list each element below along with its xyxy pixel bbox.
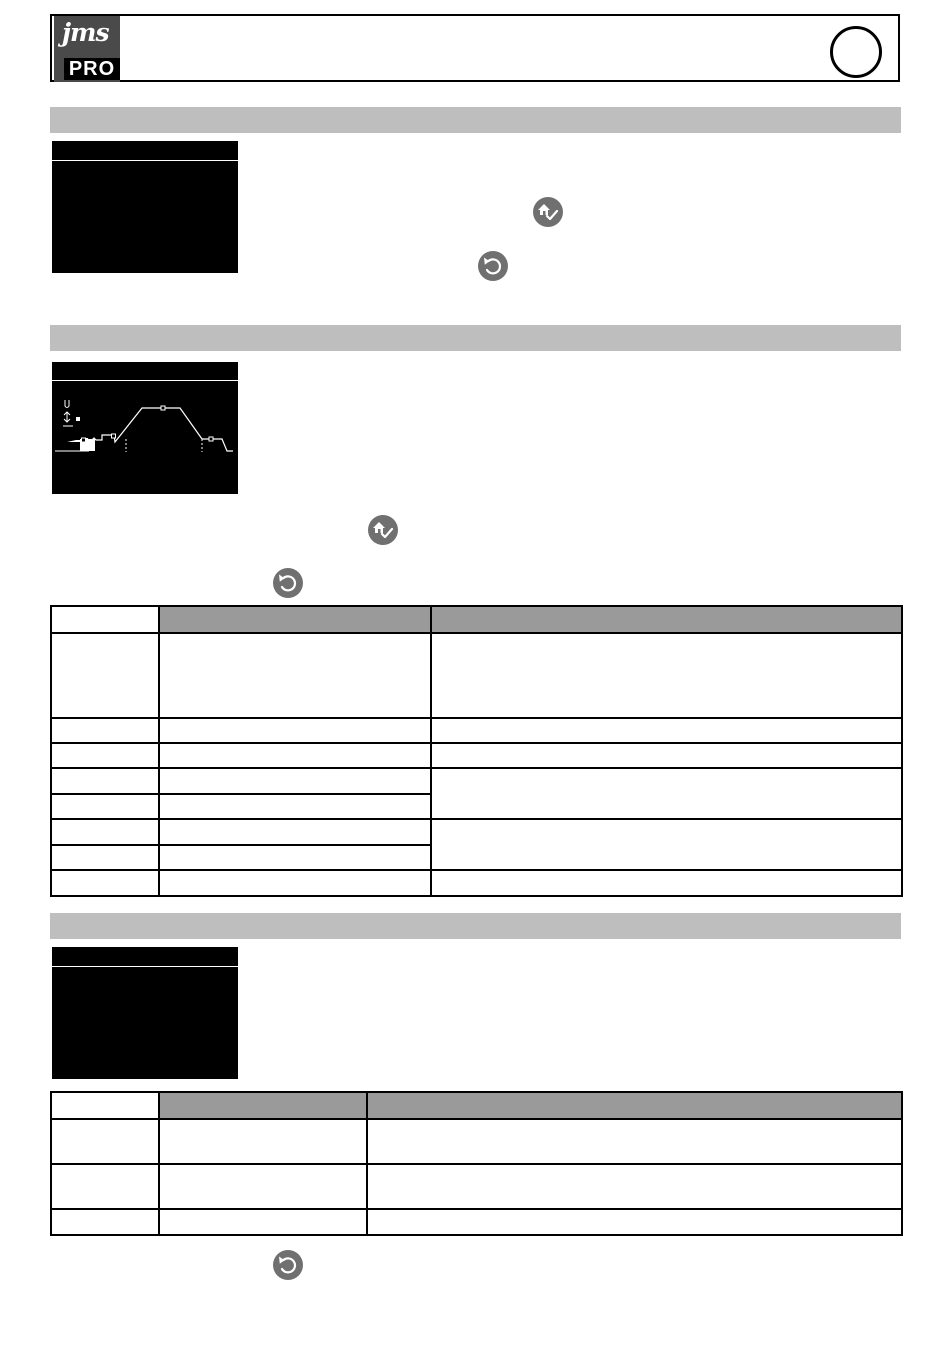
table-cell xyxy=(159,768,431,794)
table-header-row xyxy=(51,606,902,633)
table-row xyxy=(51,743,902,768)
table-cell xyxy=(367,1119,902,1164)
table-cell xyxy=(51,819,159,845)
table-cell xyxy=(51,870,159,896)
table-cell xyxy=(431,870,902,896)
table-header-cell xyxy=(159,606,431,633)
table-cell xyxy=(159,845,431,870)
settings-table-2 xyxy=(50,1091,903,1236)
table-cell xyxy=(159,870,431,896)
screen-divider xyxy=(52,160,238,161)
table-cell xyxy=(51,794,159,819)
settings-table-1 xyxy=(50,605,903,897)
section-bar-1 xyxy=(50,107,901,133)
table-cell xyxy=(431,718,902,743)
table-cell xyxy=(51,768,159,794)
screen-preview-1 xyxy=(52,141,238,273)
table-row xyxy=(51,1164,902,1209)
home-check-icon[interactable] xyxy=(533,197,563,227)
table-cell xyxy=(51,743,159,768)
table-cell xyxy=(159,1119,367,1164)
table-row xyxy=(51,870,902,896)
table-header-cell xyxy=(159,1092,367,1119)
screen-preview-3 xyxy=(52,947,238,1079)
undo-arrow-icon[interactable] xyxy=(273,1250,303,1280)
table-cell xyxy=(51,633,159,718)
table-cell xyxy=(367,1164,902,1209)
table-cell xyxy=(159,743,431,768)
table-cell xyxy=(159,633,431,718)
undo-arrow-icon[interactable] xyxy=(478,251,508,281)
table-cell xyxy=(431,743,902,768)
table-cell xyxy=(159,718,431,743)
table-cell xyxy=(51,1164,159,1209)
table-header-cell xyxy=(367,1092,902,1119)
table-cell xyxy=(159,819,431,845)
table-cell xyxy=(51,1209,159,1235)
page-header xyxy=(50,14,900,82)
brand-logo xyxy=(54,16,120,82)
table-cell xyxy=(51,845,159,870)
table-cell xyxy=(51,718,159,743)
brand-logo-bottom: PRO xyxy=(64,58,120,80)
table-row xyxy=(51,1119,902,1164)
voltage-symbol xyxy=(63,400,80,426)
table-cell xyxy=(431,819,902,870)
table-row xyxy=(51,718,902,743)
table-row xyxy=(51,768,902,794)
screen-divider xyxy=(52,966,238,967)
home-check-icon[interactable] xyxy=(368,515,398,545)
table-header-row xyxy=(51,1092,902,1119)
table-cell xyxy=(431,768,902,819)
table-cell xyxy=(51,1119,159,1164)
undo-arrow-icon[interactable] xyxy=(273,568,303,598)
table-row xyxy=(51,1209,902,1235)
page-marker-circle xyxy=(830,26,882,78)
table-header-cell xyxy=(431,606,902,633)
table-cell xyxy=(367,1209,902,1235)
brand-logo-top: jms xyxy=(62,18,109,47)
table-cell xyxy=(51,606,159,633)
table-cell xyxy=(159,1209,367,1235)
table-cell xyxy=(159,794,431,819)
table-cell xyxy=(431,633,902,718)
section-bar-2 xyxy=(50,325,901,351)
section-bar-3 xyxy=(50,913,901,939)
table-cell xyxy=(51,1092,159,1119)
table-cell xyxy=(159,1164,367,1209)
table-row xyxy=(51,633,902,718)
screen-preview-2 xyxy=(52,362,238,494)
table-row xyxy=(51,819,902,845)
weld-cycle-graph xyxy=(52,362,238,494)
